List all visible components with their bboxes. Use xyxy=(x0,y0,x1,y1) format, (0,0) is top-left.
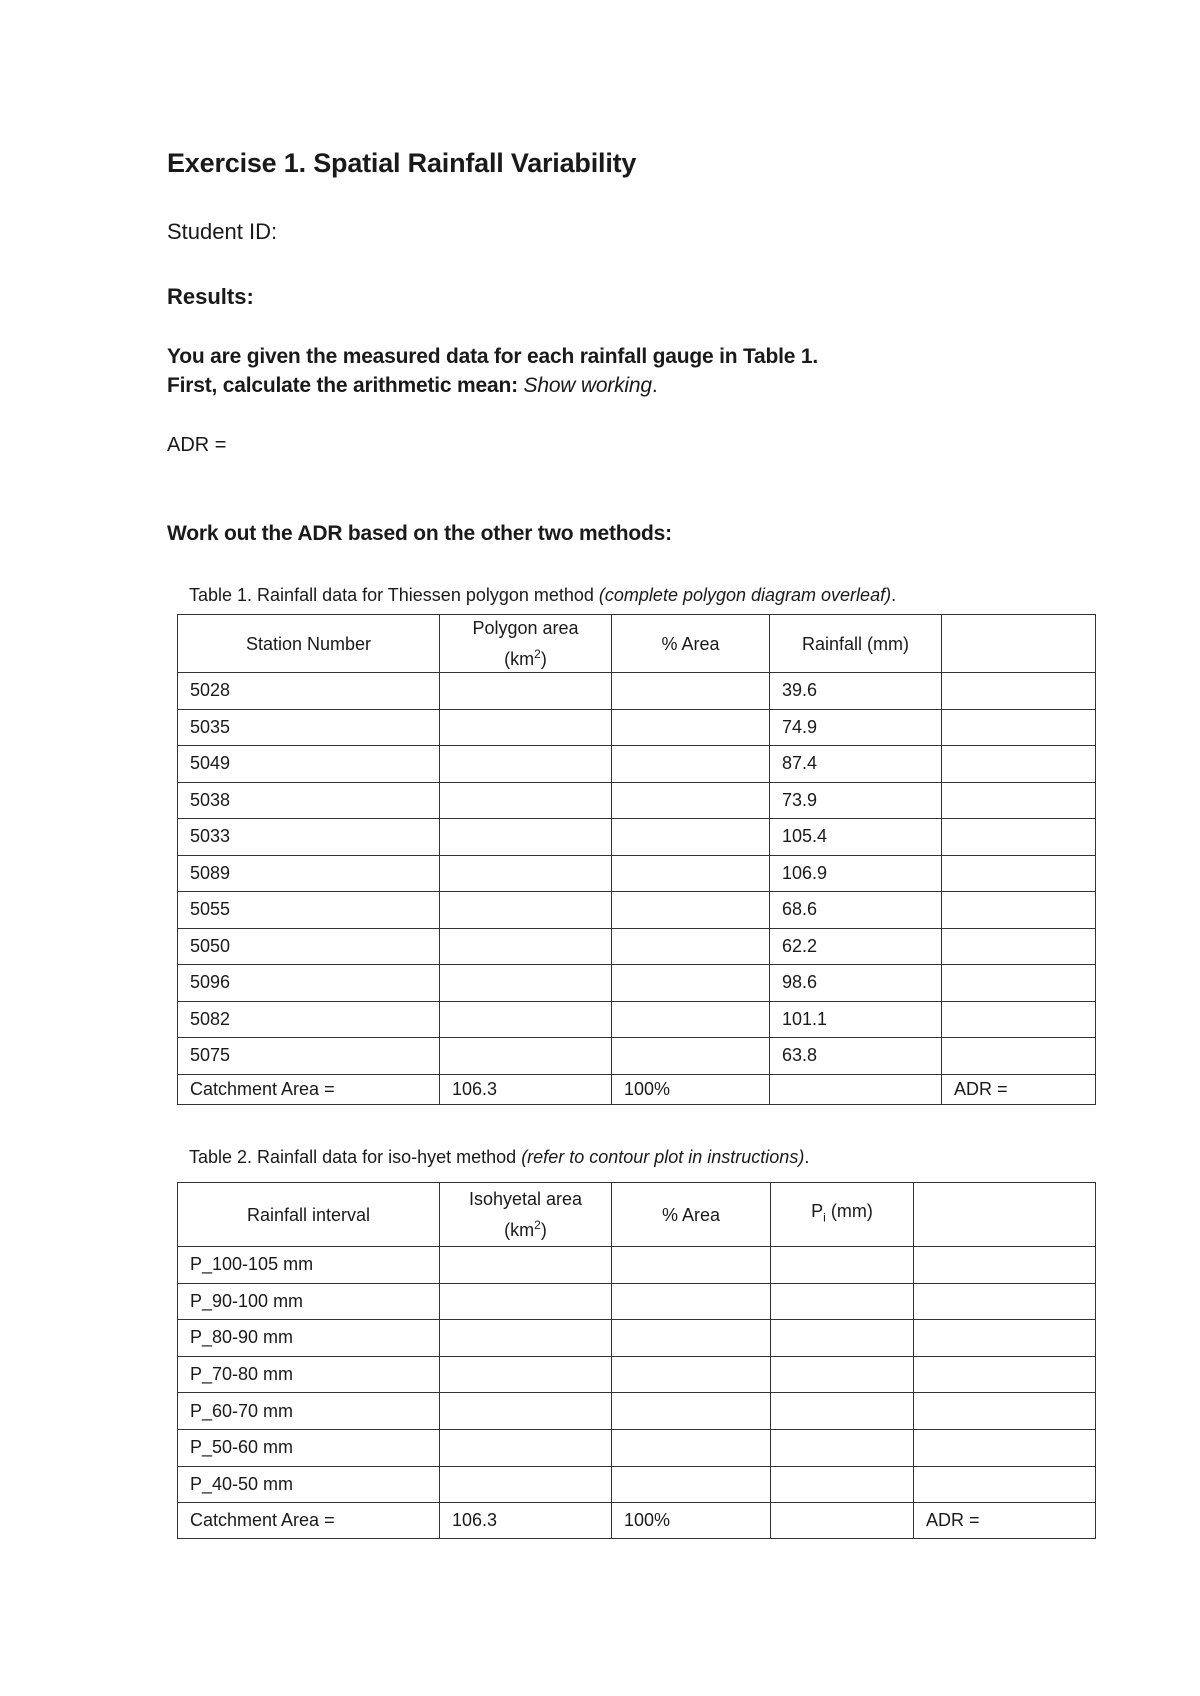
isohyetal-area-cell xyxy=(440,1393,612,1430)
pct-area-cell xyxy=(612,855,770,892)
polygon-area-cell xyxy=(440,819,612,856)
polygon-area-cell xyxy=(440,965,612,1002)
table-row xyxy=(178,1283,1096,1320)
station-number-cell: 5050 xyxy=(178,928,440,965)
total-pct-cell: 100% xyxy=(612,1503,771,1539)
rainfall-cell: 87.4 xyxy=(770,746,942,783)
pct-area-cell xyxy=(612,892,770,929)
rainfall-cell: 101.1 xyxy=(770,1001,942,1038)
polygon-area-cell xyxy=(440,1038,612,1075)
isohyetal-area-cell xyxy=(440,1320,612,1357)
rainfall-interval-cell: P_70-80 mm xyxy=(178,1356,440,1393)
station-number-cell: 5082 xyxy=(178,1001,440,1038)
extra-cell xyxy=(914,1320,1096,1357)
table-row xyxy=(178,1038,1096,1075)
station-number-cell: 5028 xyxy=(178,673,440,710)
pi-cell xyxy=(771,1429,914,1466)
pct-area-cell xyxy=(612,673,770,710)
polygon-area-cell xyxy=(440,746,612,783)
rainfall-cell: 63.8 xyxy=(770,1038,942,1075)
catchment-area-label: Catchment Area = xyxy=(178,1074,440,1104)
table-row xyxy=(178,855,1096,892)
table-row xyxy=(178,673,1096,710)
catchment-area-value: 106.3 xyxy=(440,1503,612,1539)
pct-area-cell xyxy=(612,1001,770,1038)
total-pct-cell: 100% xyxy=(612,1074,770,1104)
header-extra xyxy=(914,1183,1096,1247)
polygon-area-cell xyxy=(440,855,612,892)
adr-cell: ADR = xyxy=(942,1074,1096,1104)
polygon-area-cell xyxy=(440,782,612,819)
extra-cell xyxy=(914,1466,1096,1503)
pct-area-cell xyxy=(612,1356,771,1393)
pct-area-cell xyxy=(612,1320,771,1357)
adr-cell: ADR = xyxy=(914,1503,1096,1539)
total-row xyxy=(178,1074,1096,1104)
table-row xyxy=(178,1247,1096,1284)
isohyetal-area-cell xyxy=(440,1247,612,1284)
station-number-cell: 5089 xyxy=(178,855,440,892)
results-heading: Results: xyxy=(167,284,254,309)
pct-area-cell xyxy=(612,1429,771,1466)
table1-caption-plain: Table 1. Rainfall data for Thiessen polygon method xyxy=(189,585,599,605)
pi-cell xyxy=(771,1356,914,1393)
table2-caption-italic: (refer to contour plot in instructions) xyxy=(521,1147,805,1167)
extra-cell xyxy=(942,965,1096,1002)
station-number-cell: 5035 xyxy=(178,709,440,746)
table-row xyxy=(178,1429,1096,1466)
rainfall-cell: 105.4 xyxy=(770,819,942,856)
table-row xyxy=(178,1356,1096,1393)
thiessen-table-body xyxy=(178,673,1096,1105)
rainfall-cell: 62.2 xyxy=(770,928,942,965)
header-pi: $P_i$ (mm) xyxy=(771,1183,914,1247)
rainfall-cell: 106.9 xyxy=(770,855,942,892)
extra-cell xyxy=(942,892,1096,929)
table-row xyxy=(178,746,1096,783)
extra-cell xyxy=(942,855,1096,892)
intro-line-2-italic: Show working xyxy=(523,374,652,397)
isohyet-table xyxy=(177,1182,1096,1539)
pi-cell xyxy=(771,1320,914,1357)
header-pct-area: % Area xyxy=(612,615,770,673)
table-row xyxy=(178,928,1096,965)
extra-cell xyxy=(914,1429,1096,1466)
extra-cell xyxy=(914,1356,1096,1393)
extra-cell xyxy=(942,1001,1096,1038)
rainfall-cell: 68.6 xyxy=(770,892,942,929)
station-number-cell: 5055 xyxy=(178,892,440,929)
pct-area-cell xyxy=(612,1393,771,1430)
table1-caption-end: . xyxy=(891,585,897,605)
station-number-cell: 5075 xyxy=(178,1038,440,1075)
header-rainfall-interval: Rainfall interval xyxy=(178,1183,440,1247)
catchment-area-value: 106.3 xyxy=(440,1074,612,1104)
header-rainfall: Rainfall (mm) xyxy=(770,615,942,673)
pi-cell xyxy=(771,1393,914,1430)
total-pi-cell xyxy=(771,1503,914,1539)
rainfall-interval-cell: P_100-105 mm xyxy=(178,1247,440,1284)
table-row xyxy=(178,819,1096,856)
table1-caption xyxy=(189,585,896,606)
table2-caption xyxy=(189,1147,809,1168)
pct-area-cell xyxy=(612,1283,771,1320)
extra-cell xyxy=(914,1393,1096,1430)
station-number-cell: 5038 xyxy=(178,782,440,819)
header-pct-area: % Area xyxy=(612,1183,771,1247)
table-row xyxy=(178,1393,1096,1430)
rainfall-cell: 73.9 xyxy=(770,782,942,819)
rainfall-interval-cell: P_60-70 mm xyxy=(178,1393,440,1430)
pct-area-cell xyxy=(612,782,770,819)
extra-cell xyxy=(914,1283,1096,1320)
student-id-label: Student ID: xyxy=(167,219,278,244)
extra-cell xyxy=(942,746,1096,783)
polygon-area-cell xyxy=(440,892,612,929)
page-title: Exercise 1. Spatial Rainfall Variability xyxy=(167,148,637,178)
table1-caption-italic: (complete polygon diagram overleaf) xyxy=(598,585,892,605)
table-header-row xyxy=(178,1183,1096,1247)
workout-heading: Work out the ADR based on the other two methods: xyxy=(167,522,672,545)
pct-area-cell xyxy=(612,1466,771,1503)
pct-area-cell xyxy=(612,746,770,783)
station-number-cell: 5033 xyxy=(178,819,440,856)
rainfall-interval-cell: P_40-50 mm xyxy=(178,1466,440,1503)
header-station-number: Station Number xyxy=(178,615,440,673)
pct-area-cell xyxy=(612,928,770,965)
table-row xyxy=(178,892,1096,929)
table-row xyxy=(178,1001,1096,1038)
extra-cell xyxy=(942,1038,1096,1075)
rainfall-interval-cell: P_90-100 mm xyxy=(178,1283,440,1320)
adr-label: ADR = xyxy=(167,434,227,456)
station-number-cell: 5096 xyxy=(178,965,440,1002)
rainfall-interval-cell: P_80-90 mm xyxy=(178,1320,440,1357)
table-row xyxy=(178,1320,1096,1357)
table-row xyxy=(178,709,1096,746)
pi-cell xyxy=(771,1466,914,1503)
header-polygon-area: Polygon area $(km^2)$ xyxy=(440,615,612,673)
isohyetal-area-cell xyxy=(440,1466,612,1503)
polygon-area-cell xyxy=(440,709,612,746)
pct-area-cell xyxy=(612,1247,771,1284)
pct-area-cell xyxy=(612,965,770,1002)
extra-cell xyxy=(942,782,1096,819)
table-row xyxy=(178,782,1096,819)
header-extra xyxy=(942,615,1096,673)
pct-area-cell xyxy=(612,819,770,856)
extra-cell xyxy=(942,819,1096,856)
polygon-area-cell xyxy=(440,928,612,965)
pi-cell xyxy=(771,1283,914,1320)
isohyetal-area-cell xyxy=(440,1429,612,1466)
pct-area-cell xyxy=(612,709,770,746)
total-rainfall-cell xyxy=(770,1074,942,1104)
table-header-row xyxy=(178,615,1096,673)
extra-cell xyxy=(942,709,1096,746)
rainfall-cell: 74.9 xyxy=(770,709,942,746)
catchment-area-label: Catchment Area = xyxy=(178,1503,440,1539)
isohyetal-area-cell xyxy=(440,1283,612,1320)
intro-line-2-end: . xyxy=(651,374,658,397)
intro-line-1: You are given the measured data for each rainfall gauge in Table 1. xyxy=(167,345,819,368)
table2-caption-plain: Table 2. Rainfall data for iso-hyet method xyxy=(189,1147,522,1167)
table-row xyxy=(178,1466,1096,1503)
extra-cell xyxy=(942,928,1096,965)
thiessen-table xyxy=(177,614,1096,1105)
polygon-area-cell xyxy=(440,1001,612,1038)
pct-area-cell xyxy=(612,1038,770,1075)
isohyet-table-body xyxy=(178,1247,1096,1539)
extra-cell xyxy=(942,673,1096,710)
isohyetal-area-cell xyxy=(440,1356,612,1393)
intro-line-2-bold: First, calculate the arithmetic mean: xyxy=(167,374,524,397)
station-number-cell: 5049 xyxy=(178,746,440,783)
rainfall-cell: 39.6 xyxy=(770,673,942,710)
header-isohyetal-area: Isohyetal area $(km^2)$ xyxy=(440,1183,612,1247)
polygon-area-cell xyxy=(440,673,612,710)
extra-cell xyxy=(914,1247,1096,1284)
table2-caption-end: . xyxy=(804,1147,810,1167)
intro-line-2 xyxy=(167,374,658,398)
rainfall-cell: 98.6 xyxy=(770,965,942,1002)
rainfall-interval-cell: P_50-60 mm xyxy=(178,1429,440,1466)
total-row xyxy=(178,1503,1096,1539)
table-row xyxy=(178,965,1096,1002)
pi-cell xyxy=(771,1247,914,1284)
